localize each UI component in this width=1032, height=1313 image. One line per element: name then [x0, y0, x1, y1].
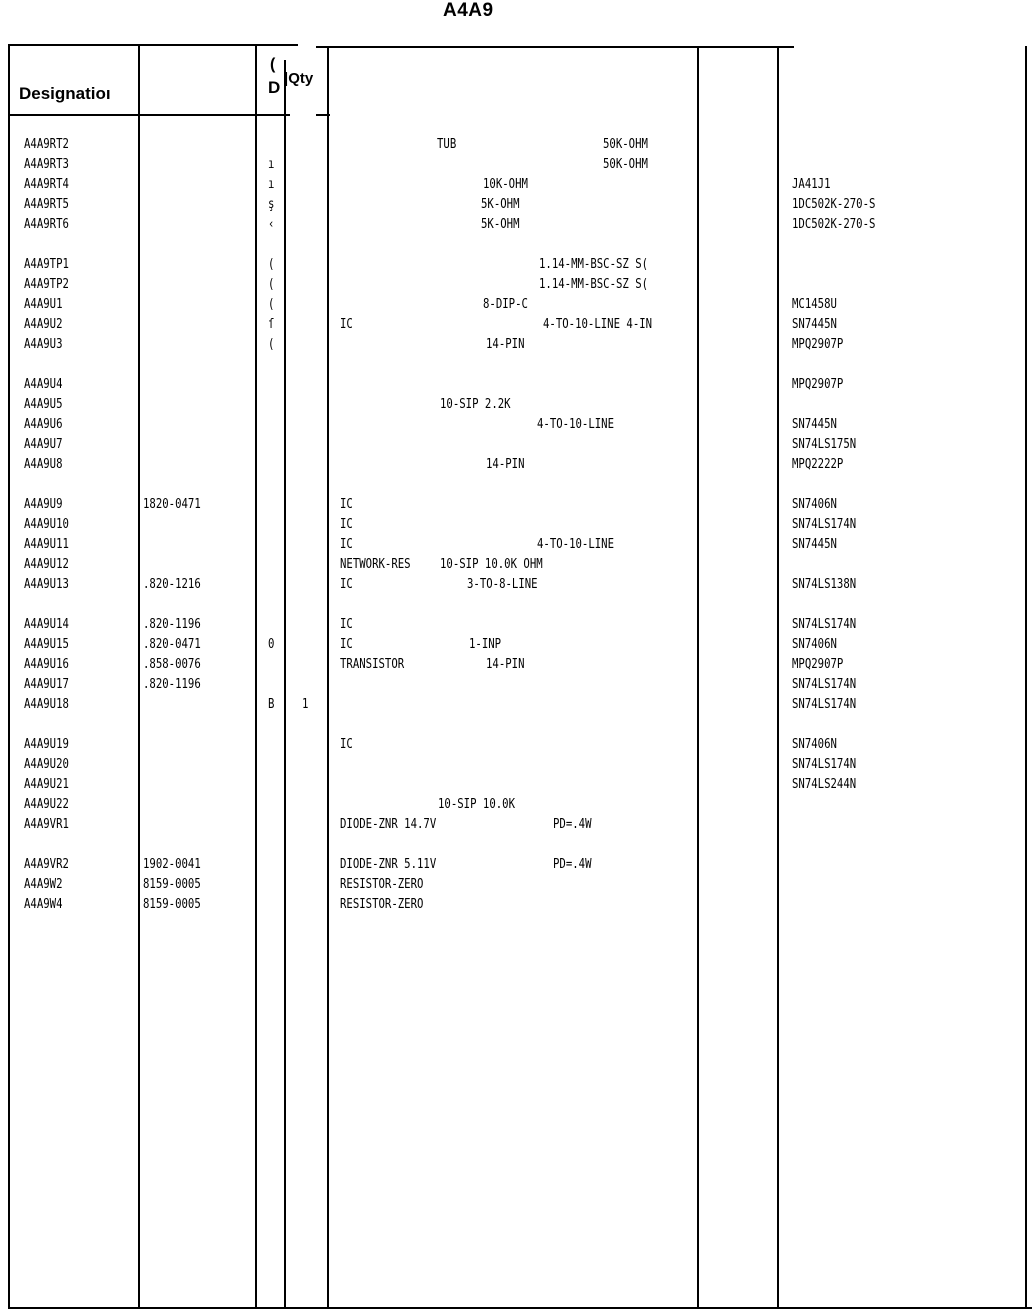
- cell-description-mid: 10-SIP 2.2K: [440, 397, 511, 412]
- cell-cd: (: [268, 277, 275, 292]
- cell-description-right: 4-TO-10-LINE: [537, 537, 615, 552]
- cell-mfr-part-number: SN7445N: [792, 417, 837, 432]
- cell-mfr-part-number: 1DC502K-270-S: [792, 197, 876, 212]
- col-divider-7: [1025, 46, 1027, 1309]
- cell-description-mid: 3-TO-8-LINE: [467, 577, 538, 592]
- cell-description-right: PD=.4W: [553, 817, 592, 832]
- cell-description-mid: 5K-OHM: [481, 217, 520, 232]
- header-designation: Designatioı: [19, 84, 111, 103]
- cell-description-mid: 5K-OHM: [481, 197, 520, 212]
- cell-cd: ı: [268, 157, 275, 172]
- col-divider-1: [138, 44, 140, 1309]
- header-cd-bottom: D: [268, 78, 281, 97]
- cell-description-right: 4-TO-10-LINE: [537, 417, 615, 432]
- cell-designation: A4A9U12: [24, 557, 69, 572]
- cell-designation: A4A9VR2: [24, 857, 69, 872]
- cell-designation: A4A9U11: [24, 537, 69, 552]
- cell-part-number: .858-0076: [143, 657, 201, 672]
- table-bottom-rule: [8, 1307, 1032, 1309]
- cell-designation: A4A9U17: [24, 677, 69, 692]
- cell-cd: ‹: [268, 217, 275, 232]
- cell-part-number: .820-1196: [143, 677, 201, 692]
- cell-designation: A4A9U16: [24, 657, 69, 672]
- col-divider-3: [284, 60, 286, 1309]
- cell-designation: A4A9TP1: [24, 257, 69, 272]
- cell-mfr-part-number: MPQ2907P: [792, 657, 844, 672]
- cell-description-mid: 1-INP: [469, 637, 502, 652]
- cell-designation: A4A9RT2: [24, 137, 69, 152]
- cell-mfr-part-number: SN7445N: [792, 317, 837, 332]
- cell-designation: A4A9U1: [24, 297, 63, 312]
- cell-cd: 0: [268, 637, 275, 652]
- cell-designation: A4A9TP2: [24, 277, 69, 292]
- cell-part-number: .820-1196: [143, 617, 201, 632]
- cell-description: IC: [340, 637, 353, 652]
- cell-part-number: 1820-0471: [143, 497, 201, 512]
- cell-designation: A4A9RT5: [24, 197, 69, 212]
- cell-description: IC: [340, 517, 353, 532]
- header-cd-top: (: [270, 56, 276, 73]
- cell-mfr-part-number: SN7445N: [792, 537, 837, 552]
- cell-designation: A4A9RT6: [24, 217, 69, 232]
- cell-designation: A4A9U15: [24, 637, 69, 652]
- cell-mfr-part-number: SN7406N: [792, 737, 837, 752]
- cell-description-right: 50K-OHM: [603, 137, 648, 152]
- cell-designation: A4A9U2: [24, 317, 63, 332]
- cell-part-number: .820-1216: [143, 577, 201, 592]
- cell-part-number: 8159-0005: [143, 897, 201, 912]
- cell-designation: A4A9U6: [24, 417, 63, 432]
- cell-cd: (: [268, 257, 275, 272]
- cell-designation: A4A9U22: [24, 797, 69, 812]
- cell-description: RESISTOR-ZERO: [340, 897, 424, 912]
- cell-designation: A4A9U21: [24, 777, 69, 792]
- cell-designation: A4A9U10: [24, 517, 69, 532]
- cell-description: IC: [340, 737, 353, 752]
- cell-mfr-part-number: MPQ2907P: [792, 337, 844, 352]
- cell-description: DIODE-ZNR 5.11V: [340, 857, 437, 872]
- cell-part-number: 1902-0041: [143, 857, 201, 872]
- cell-designation: A4A9U8: [24, 457, 63, 472]
- cell-designation: A4A9U20: [24, 757, 69, 772]
- cell-mfr-part-number: MC1458U: [792, 297, 837, 312]
- cell-designation: A4A9U5: [24, 397, 63, 412]
- cell-mfr-part-number: MPQ2907P: [792, 377, 844, 392]
- cell-designation: A4A9U4: [24, 377, 63, 392]
- cell-description: IC: [340, 497, 353, 512]
- cell-mfr-part-number: SN74LS174N: [792, 757, 857, 772]
- cell-designation: A4A9U7: [24, 437, 63, 452]
- cell-mfr-part-number: SN7406N: [792, 497, 837, 512]
- cell-description: IC: [340, 317, 353, 332]
- cell-mfr-part-number: SN74LS174N: [792, 677, 857, 692]
- cell-mfr-part-number: MPQ2222P: [792, 457, 844, 472]
- cell-mfr-part-number: SN74LS174N: [792, 697, 857, 712]
- header-bottom-rule-left: [8, 114, 290, 116]
- cell-cd: ş: [268, 197, 275, 212]
- cell-designation: A4A9W2: [24, 877, 63, 892]
- col-divider-6: [777, 46, 779, 1309]
- cell-description-right: 1.14-MM-BSC-SZ S(: [539, 277, 649, 292]
- cell-description-right: 1.14-MM-BSC-SZ S(: [539, 257, 649, 272]
- cell-mfr-part-number: 1DC502K-270-S: [792, 217, 876, 232]
- cell-designation: A4A9U18: [24, 697, 69, 712]
- cell-cd: B: [268, 697, 275, 712]
- cell-description: NETWORK-RES: [340, 557, 411, 572]
- cell-designation: A4A9U19: [24, 737, 69, 752]
- cell-description-mid: TUB: [437, 137, 457, 152]
- cell-mfr-part-number: SN74LS138N: [792, 577, 857, 592]
- header-qty: |Qty: [284, 70, 314, 87]
- cell-designation: A4A9RT3: [24, 157, 69, 172]
- cell-description: IC: [340, 617, 353, 632]
- cell-part-number: .820-0471: [143, 637, 201, 652]
- table-top-rule-right: [316, 46, 794, 48]
- cell-description-mid: 10-SIP 10.0K: [438, 797, 516, 812]
- cell-cd: ſ: [268, 317, 275, 332]
- col-divider-4: [327, 46, 329, 1309]
- cell-cd: ı: [268, 177, 275, 192]
- cell-part-number: 8159-0005: [143, 877, 201, 892]
- cell-designation: A4A9U14: [24, 617, 69, 632]
- cell-mfr-part-number: SN74LS174N: [792, 617, 857, 632]
- cell-description: DIODE-ZNR 14.7V: [340, 817, 437, 832]
- cell-designation: A4A9VR1: [24, 817, 69, 832]
- page-title: A4A9: [443, 0, 494, 21]
- cell-description-mid: 14-PIN: [486, 657, 525, 672]
- cell-description: IC: [340, 577, 353, 592]
- col-divider-0: [8, 44, 10, 1309]
- cell-description-right: 4-TO-10-LINE 4-IN: [543, 317, 653, 332]
- cell-description: RESISTOR-ZERO: [340, 877, 424, 892]
- cell-qty: 1: [302, 697, 309, 712]
- cell-designation: A4A9RT4: [24, 177, 69, 192]
- cell-cd: (: [268, 337, 275, 352]
- col-divider-5: [697, 46, 699, 1309]
- cell-mfr-part-number: JA41J1: [792, 177, 831, 192]
- cell-designation: A4A9U13: [24, 577, 69, 592]
- cell-description-right: PD=.4W: [553, 857, 592, 872]
- col-divider-2: [255, 44, 257, 1309]
- cell-description-mid: 10-SIP 10.0K OHM: [440, 557, 543, 572]
- cell-description-mid: 8-DIP-C: [483, 297, 528, 312]
- cell-designation: A4A9W4: [24, 897, 63, 912]
- cell-designation: A4A9U3: [24, 337, 63, 352]
- cell-description-mid: 14-PIN: [486, 457, 525, 472]
- cell-description-right: 50K-OHM: [603, 157, 648, 172]
- cell-description: TRANSISTOR: [340, 657, 405, 672]
- cell-mfr-part-number: SN7406N: [792, 637, 837, 652]
- cell-mfr-part-number: SN74LS244N: [792, 777, 857, 792]
- cell-description-mid: 14-PIN: [486, 337, 525, 352]
- cell-mfr-part-number: SN74LS174N: [792, 517, 857, 532]
- cell-description: IC: [340, 537, 353, 552]
- cell-mfr-part-number: SN74LS175N: [792, 437, 857, 452]
- cell-cd: (: [268, 297, 275, 312]
- cell-designation: A4A9U9: [24, 497, 63, 512]
- cell-description-mid: 10K-OHM: [483, 177, 528, 192]
